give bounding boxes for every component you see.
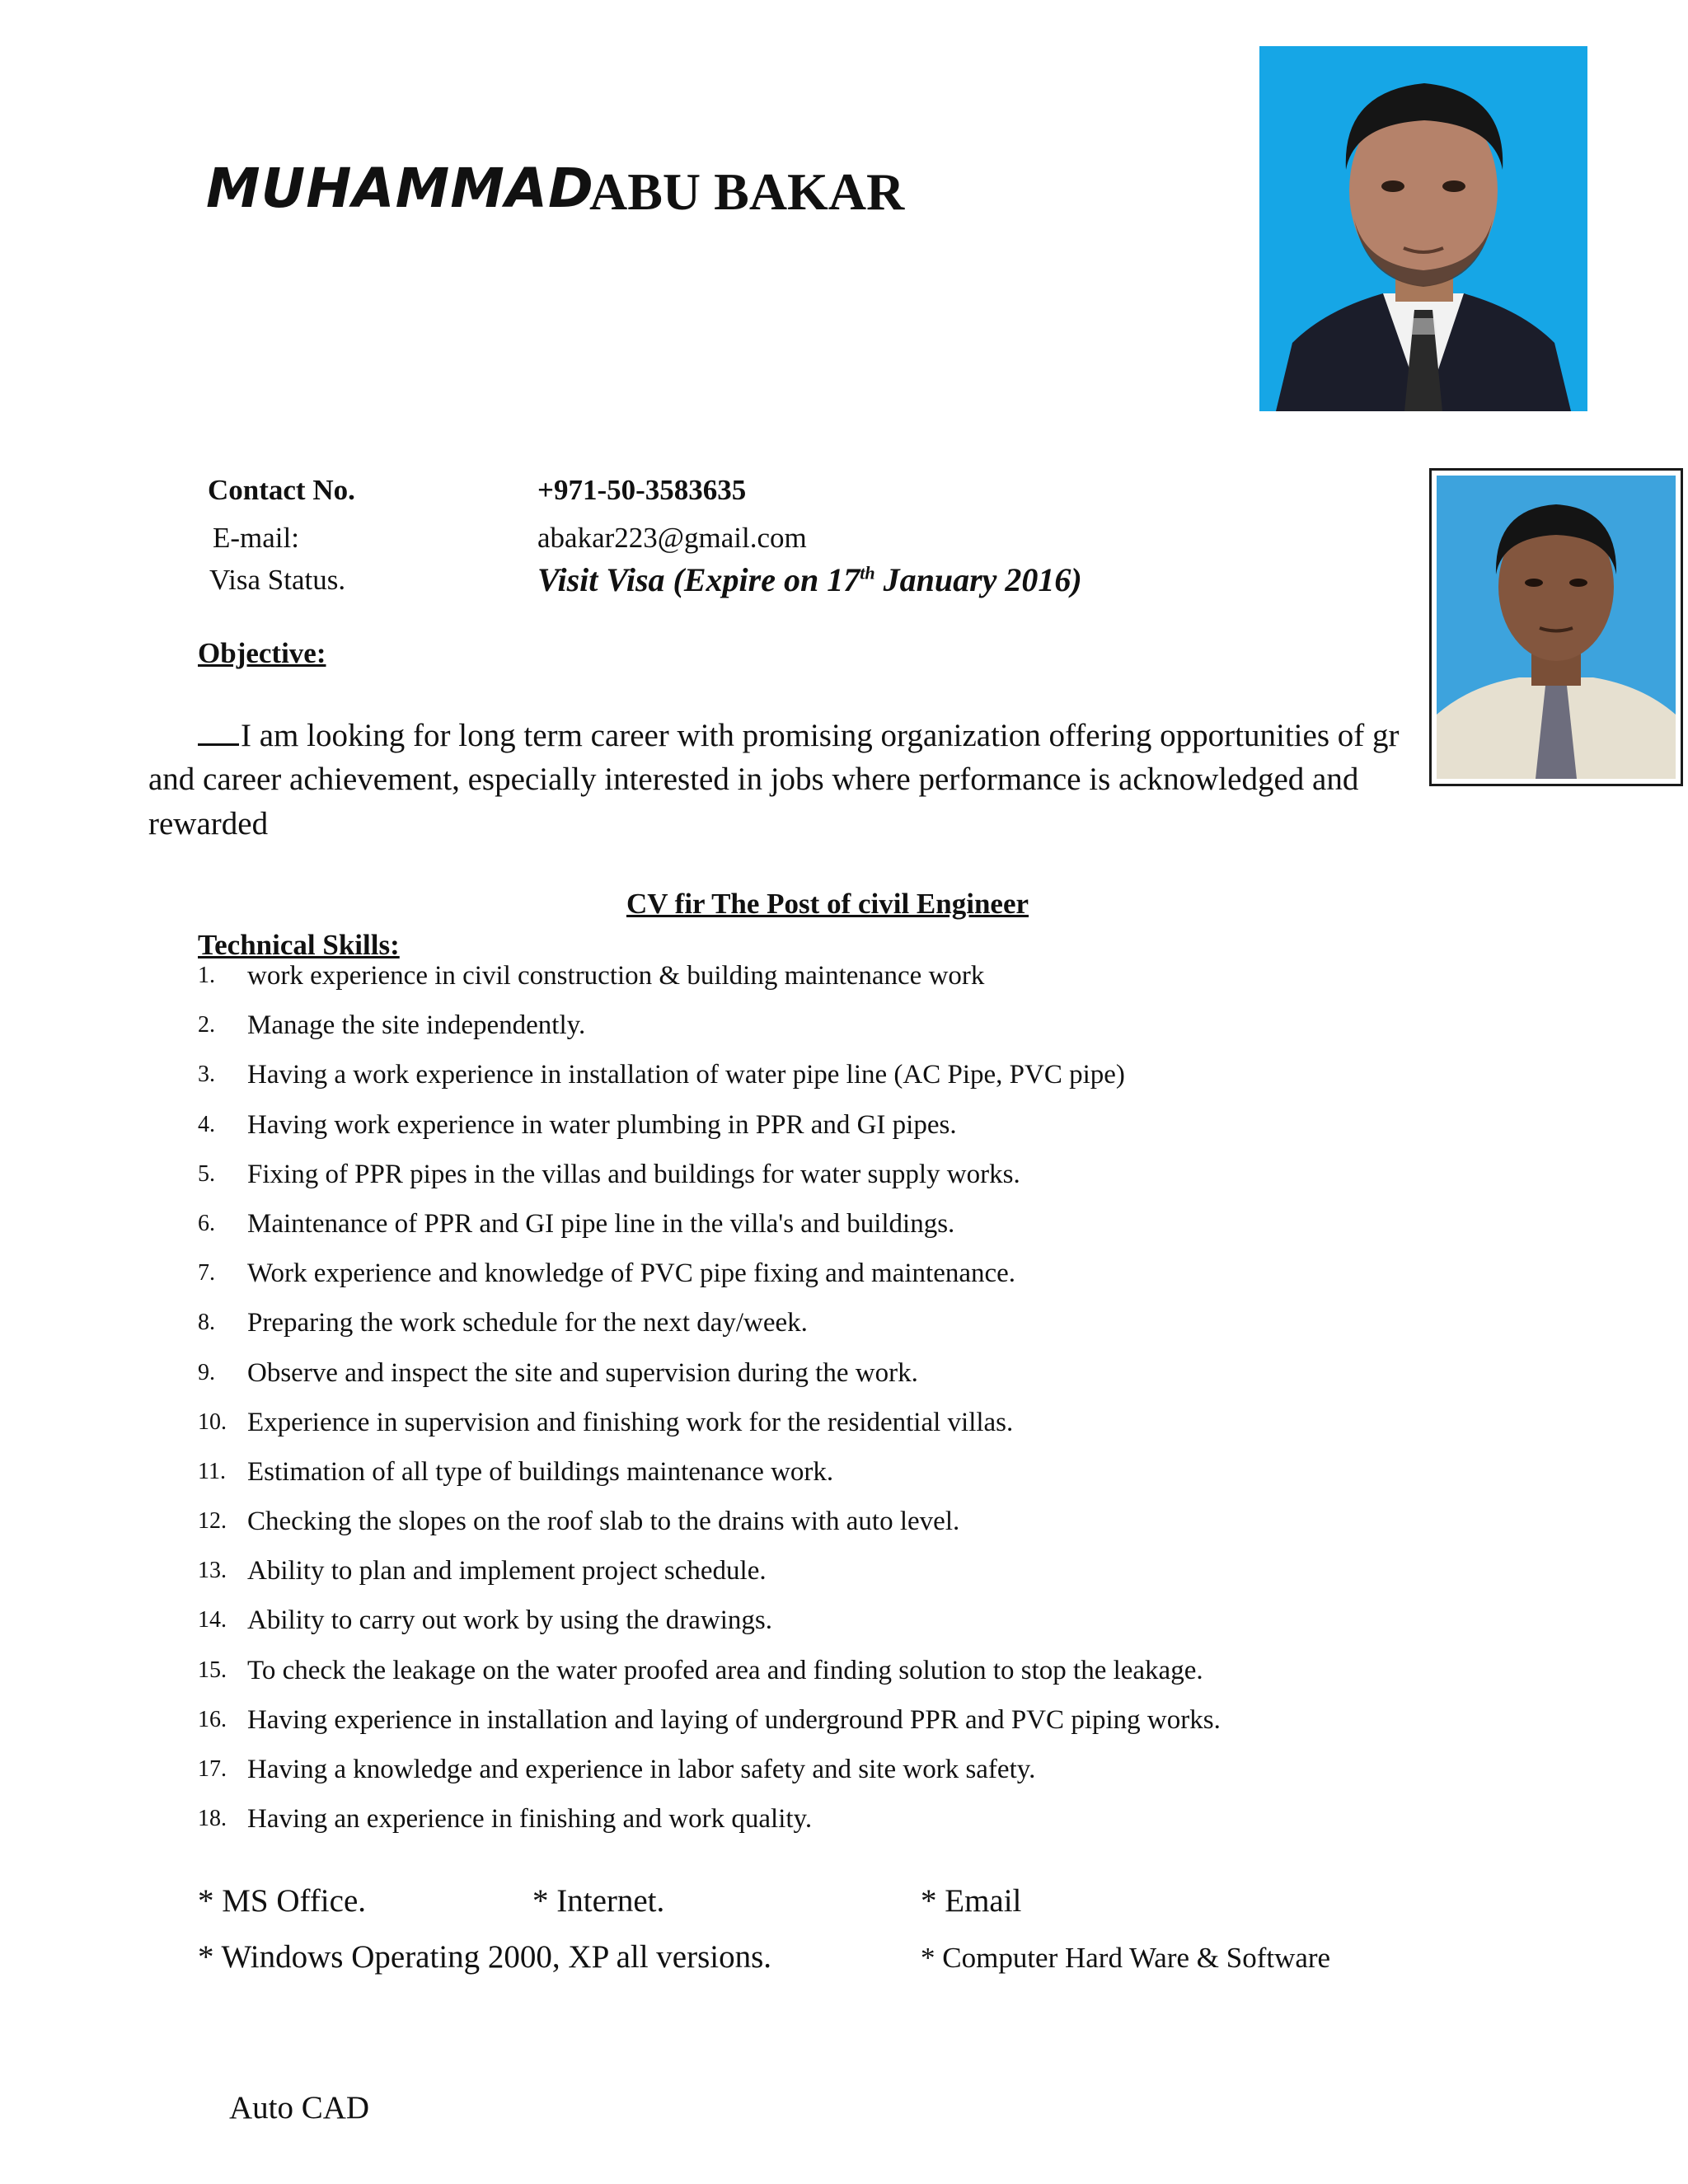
list-item-text: Experience in supervision and finishing work for the residential villas. [247,1407,1014,1437]
list-item-number: 18. [198,1806,227,1832]
list-item-text: Fixing of PPR pipes in the villas and buildings for water supply works. [247,1159,1020,1189]
email-label: E-mail: [213,522,299,554]
list-item-text: Having experience in installation and laying of underground PPR and PVC piping works. [247,1704,1221,1735]
list-item-text: To check the leakage on the water proofed area and finding solution to stop the leakage. [247,1655,1203,1685]
blank-underline [198,719,239,746]
list-item-text: Checking the slopes on the roof slab to the drains with auto level. [247,1507,960,1537]
list-item-text: Having a work experience in installation of water pipe line (AC Pipe, PVC pipe) [247,1060,1125,1090]
list-item-number: 11. [198,1458,226,1484]
list-item-number: 2. [198,1012,215,1038]
objective-line: and career achievement, especially interested in jobs where performance is acknowledged and [148,762,1359,797]
visa-value-sup: th [860,562,875,583]
visa-label: Visa Status. [209,564,346,596]
objective-heading: Objective: [198,637,326,669]
profile-photo [1259,46,1587,411]
contact-label: Contact No. [208,474,355,506]
software-autocad: Auto CAD [229,2090,370,2125]
software-hardware: * Computer Hard Ware & Software [921,1942,1331,1974]
list-item-text: Ability to plan and implement project schedule. [247,1556,767,1586]
visa-value-prefix: Visit Visa (Expire on 17 [537,561,860,598]
visa-value-suffix: January 2016) [874,561,1082,598]
list-item-text: Having work experience in water plumbing in PPR and GI pipes. [247,1109,957,1140]
contact-value: +971-50-3583635 [537,474,747,506]
list-item-text: Having a knowledge and experience in labor safety and site work safety. [247,1755,1036,1784]
name-first: MUHAMMAD [206,157,594,220]
secondary-photo [1429,468,1683,786]
software-email: * Email [921,1883,1022,1919]
list-item-number: 8. [198,1310,215,1336]
list-item-number: 13. [198,1558,227,1584]
list-item-number: 5. [198,1160,215,1187]
list-item-text: work experience in civil construction & building maintenance work [247,961,985,991]
list-item-number: 3. [198,1062,215,1088]
email-value: abakar223@gmail.com [537,522,807,554]
list-item-number: 4. [198,1111,215,1137]
list-item-text: Preparing the work schedule for the next day/week. [247,1308,808,1338]
software-internet: * Internet. [532,1883,665,1919]
list-item-number: 12. [198,1508,227,1535]
list-item-text: Estimation of all type of buildings maintenance work. [247,1456,834,1487]
list-item-number: 1. [198,963,215,988]
list-item-text: Having an experience in finishing and work quality. [247,1804,813,1835]
list-item-text: Ability to carry out work by using the drawings. [247,1605,772,1636]
list-item-number: 10. [198,1408,227,1435]
list-item-number: 15. [198,1657,227,1683]
secondary-photo-illustration [1437,476,1676,779]
list-item-text: Maintenance of PPR and GI pipe line in the villa's and buildings. [247,1208,955,1239]
profile-photo-illustration [1259,46,1587,411]
list-item-text: Work experience and knowledge of PVC pipe fixing and maintenance. [247,1258,1016,1289]
list-item-number: 7. [198,1260,215,1286]
technical-skills-heading: Technical Skills: [198,929,400,961]
list-item-number: 17. [198,1756,227,1782]
list-item-number: 9. [198,1359,215,1385]
list-item-number: 6. [198,1210,215,1236]
cv-post-heading: CV fir The Post of civil Engineer [626,888,1029,920]
objective-line [198,717,1426,754]
objective-line-1-text: I am looking for long term career with promising organization offering opportunities of gr [241,718,1400,753]
objective-line: rewarded [148,806,269,841]
software-windows: * Windows Operating 2000, XP all versions. [198,1939,772,1975]
name-last: ABU BAKAR [589,162,905,221]
list-item-text: Observe and inspect the site and supervision during the work. [247,1357,918,1388]
list-item-number: 14. [198,1607,227,1633]
list-item-text: Manage the site independently. [247,1010,586,1041]
visa-value [537,560,1082,599]
software-ms-office: * MS Office. [198,1883,367,1919]
list-item-number: 16. [198,1706,227,1732]
